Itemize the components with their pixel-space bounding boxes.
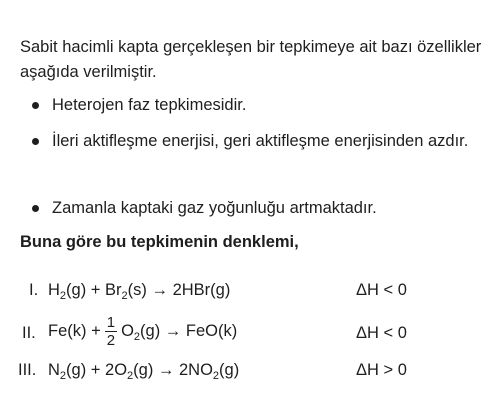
list-item — [20, 196, 377, 221]
intro-text: Sabit hacimli kapta gerçekleşen bir tepkimeye ait bazı özellikler aşağıda verilmiştir. — [20, 38, 482, 81]
formula-text: (g) + 2O — [66, 361, 128, 379]
equation-formula — [48, 281, 230, 300]
formula-text: Fe(k) + — [48, 321, 101, 340]
list-item-text: İleri aktifleşme enerjisi, geri aktifleşme enerjisinden azdır. — [52, 132, 469, 150]
formula-text: O — [121, 321, 134, 340]
enthalpy-change: ΔH > 0 — [356, 361, 407, 379]
formula-subscript: 2 — [133, 330, 141, 343]
formula-text: (s) → 2HBr(g) — [127, 281, 231, 299]
formula-subscript: 2 — [59, 290, 67, 302]
formula-text: N — [48, 361, 60, 379]
list-item — [20, 93, 246, 118]
bullet-dot-icon — [32, 102, 39, 109]
formula-text: H — [48, 281, 60, 299]
formula-subscript: 2 — [212, 370, 220, 382]
roman-numeral: II. — [22, 324, 36, 342]
list-item-text: Heterojen faz tepkimesidir. — [52, 96, 247, 114]
enthalpy-change: ΔH < 0 — [356, 281, 407, 299]
formula-subscript: 2 — [121, 290, 128, 302]
question-stem: Buna göre bu tepkimenin denklemi, — [20, 233, 299, 251]
enthalpy-change: ΔH < 0 — [356, 324, 407, 342]
formula-subscript: 2 — [127, 370, 134, 382]
formula-subscript: 2 — [59, 370, 67, 382]
equation-formula — [48, 314, 237, 349]
formula-text: (g) → 2NO — [133, 361, 213, 379]
fraction-denominator: 2 — [106, 332, 116, 349]
equation-formula — [48, 361, 239, 380]
fraction — [105, 314, 117, 349]
fraction-numerator: 1 — [106, 314, 116, 331]
roman-numeral: III. — [18, 361, 37, 379]
list-item — [20, 129, 468, 154]
formula-text: (g) — [219, 361, 240, 379]
bullet-dot-icon — [32, 205, 39, 212]
formula-text: (g) + Br — [66, 281, 122, 299]
formula-text: (g) → FeO(k) — [140, 321, 238, 340]
bullet-dot-icon — [32, 138, 39, 145]
list-item-text: Zamanla kaptaki gaz yoğunluğu artmaktadır. — [52, 199, 377, 217]
roman-numeral: I. — [29, 281, 39, 299]
